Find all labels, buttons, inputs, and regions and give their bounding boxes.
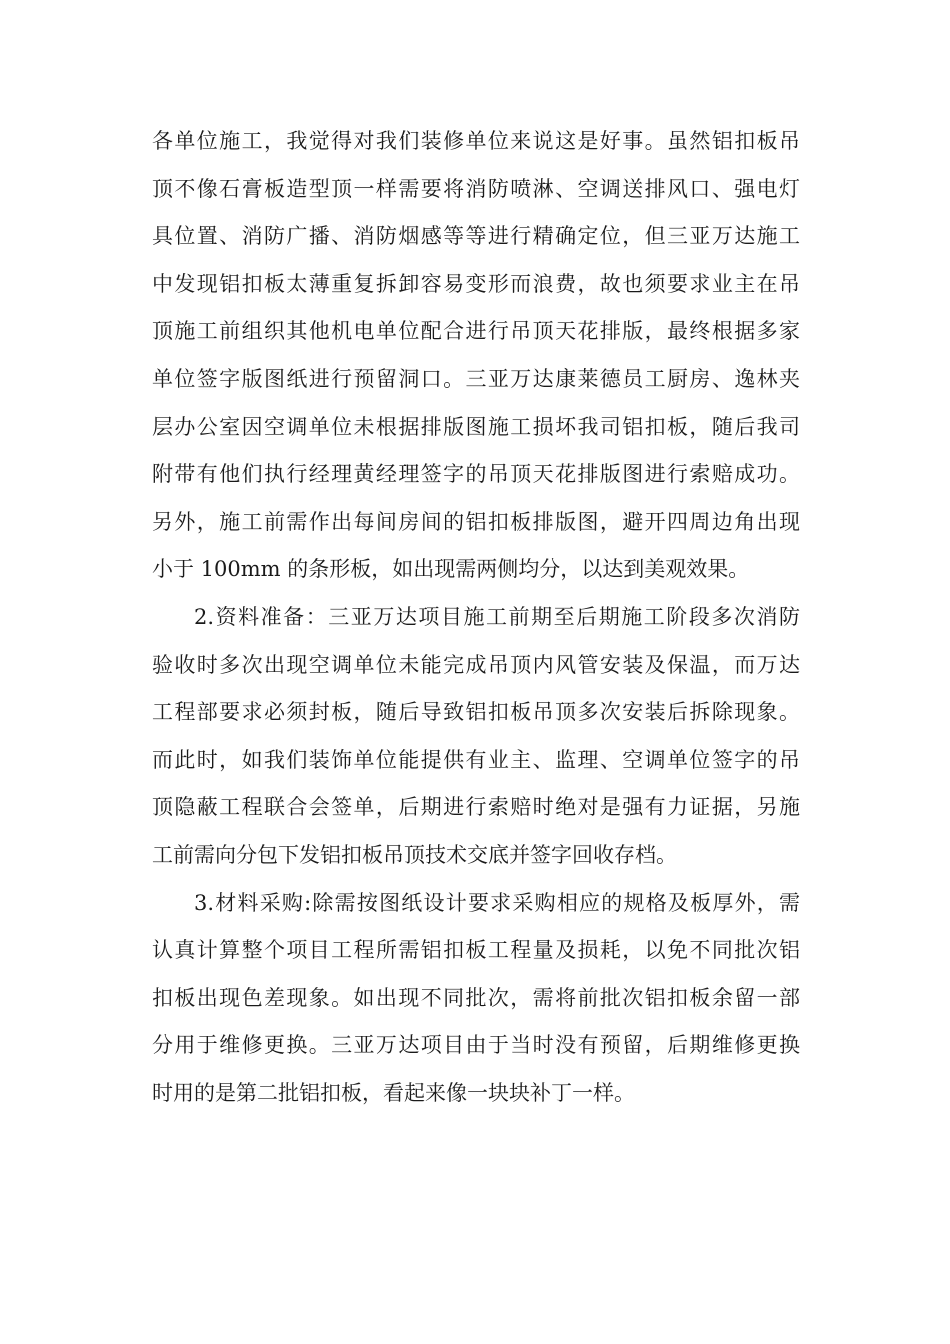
text-line: 工前需向分包下发铝扣板吊顶技术交底并签字回收存档。 bbox=[152, 842, 677, 867]
text-line: 小于 100mm 的条形板，如出现需两侧均分，以达到美观效果。 bbox=[152, 557, 750, 582]
text-line: 验收时多次出现空调单位未能完成吊顶内风管安装及保温，而万达 bbox=[152, 652, 800, 677]
text-line: 工程部要求必须封板，随后导致铝扣板吊顶多次安装后拆除现象。 bbox=[152, 700, 800, 725]
text-line: 认真计算整个项目工程所需铝扣板工程量及损耗，以免不同批次铝 bbox=[152, 938, 800, 963]
body-text bbox=[152, 118, 800, 1117]
text-line: 而此时，如我们装饰单位能提供有业主、监理、空调单位签字的吊 bbox=[152, 747, 800, 772]
text-line: 2.资料准备：三亚万达项目施工前期至后期施工阶段多次消防 bbox=[194, 604, 800, 629]
text-line: 顶不像石膏板造型顶一样需要将消防喷淋、空调送排风口、强电灯 bbox=[152, 176, 800, 201]
paragraph-1 bbox=[152, 118, 800, 594]
text-line: 另外，施工前需作出每间房间的铝扣板排版图，避开四周边角出现 bbox=[152, 509, 800, 534]
text-line: 层办公室因空调单位未根据排版图施工损坏我司铝扣板，随后我司 bbox=[152, 414, 800, 439]
text-line: 顶隐蔽工程联合会签单，后期进行索赔时绝对是强有力证据，另施 bbox=[152, 795, 800, 820]
text-line: 具位置、消防广播、消防烟感等等进行精确定位，但三亚万达施工 bbox=[152, 224, 800, 249]
text-line: 顶施工前组织其他机电单位配合进行吊顶天花排版，最终根据多家 bbox=[152, 319, 800, 344]
text-line: 中发现铝扣板太薄重复拆卸容易变形而浪费，故也须要求业主在吊 bbox=[152, 271, 800, 296]
paragraph-2 bbox=[152, 594, 800, 880]
text-line: 扣板出现色差现象。如出现不同批次，需将前批次铝扣板余留一部 bbox=[152, 985, 800, 1010]
text-line: 各单位施工，我觉得对我们装修单位来说这是好事。虽然铝扣板吊 bbox=[152, 129, 800, 153]
text-line: 时用的是第二批铝扣板，看起来像一块块补丁一样。 bbox=[152, 1080, 635, 1105]
text-line: 分用于维修更换。三亚万达项目由于当时没有预留，后期维修更换 bbox=[152, 1033, 800, 1058]
paragraph-3 bbox=[152, 880, 800, 1118]
text-line: 3.材料采购:除需按图纸设计要求采购相应的规格及板厚外，需 bbox=[194, 890, 800, 915]
text-line: 单位签字版图纸进行预留洞口。三亚万达康莱德员工厨房、逸林夹 bbox=[152, 366, 800, 391]
text-line: 附带有他们执行经理黄经理签字的吊顶天花排版图进行索赔成功。 bbox=[152, 462, 800, 487]
